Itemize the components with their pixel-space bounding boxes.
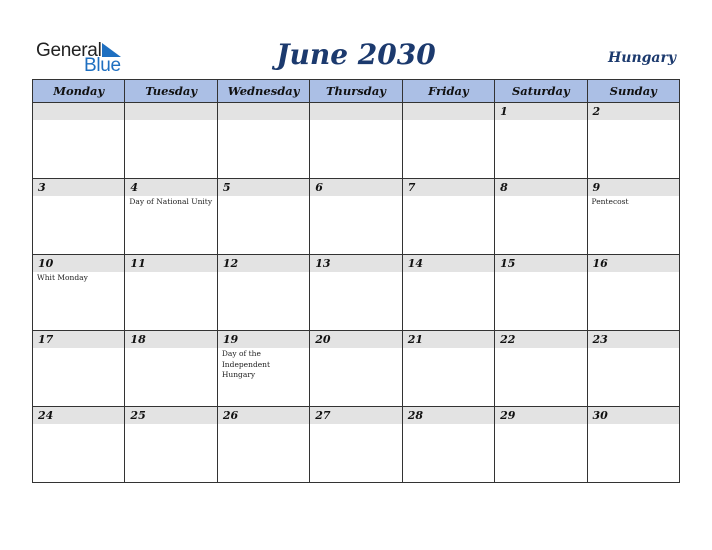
day-cell — [402, 407, 494, 483]
day-cell — [125, 407, 217, 483]
logo-general-text: General — [36, 40, 102, 61]
day-number: 1 — [495, 103, 586, 120]
day-cell — [495, 255, 587, 331]
day-cell — [125, 179, 217, 255]
day-cell — [33, 255, 125, 331]
day-number — [218, 103, 309, 120]
weekday-header-saturday: Saturday — [495, 80, 587, 103]
day-cell — [125, 331, 217, 407]
day-cell — [310, 255, 402, 331]
weekday-header-monday: Monday — [33, 80, 125, 103]
day-number: 4 — [125, 179, 216, 196]
country-label: Hungary — [608, 50, 676, 66]
page-title: June 2030 — [276, 38, 436, 71]
holiday-label — [33, 120, 124, 121]
day-cell — [402, 331, 494, 407]
holiday-label — [495, 120, 586, 121]
logo-blue-text: Blue — [84, 55, 121, 76]
holiday-label — [495, 348, 586, 349]
holiday-label — [125, 424, 216, 425]
day-number: 15 — [495, 255, 586, 272]
holiday-label — [125, 272, 216, 273]
day-number: 11 — [125, 255, 216, 272]
calendar-grid — [32, 79, 680, 483]
weekday-header-thursday: Thursday — [310, 80, 402, 103]
day-cell — [33, 407, 125, 483]
holiday-label — [588, 120, 679, 121]
day-cell — [33, 103, 125, 179]
holiday-label — [310, 196, 401, 197]
day-number: 23 — [588, 331, 679, 348]
day-number: 21 — [403, 331, 494, 348]
holiday-label — [310, 272, 401, 273]
holiday-label — [588, 348, 679, 349]
day-cell — [217, 407, 309, 483]
day-cell — [495, 103, 587, 179]
day-number: 14 — [403, 255, 494, 272]
holiday-label — [310, 348, 401, 349]
holiday-label — [125, 120, 216, 121]
day-number — [125, 103, 216, 120]
logo — [36, 40, 136, 76]
day-number — [310, 103, 401, 120]
weekday-header-row — [33, 80, 680, 103]
holiday-label: Day of National Unity — [129, 197, 213, 206]
holiday-label — [218, 196, 309, 197]
day-number: 27 — [310, 407, 401, 424]
holiday-label — [403, 348, 494, 349]
day-number: 28 — [403, 407, 494, 424]
weekday-header-sunday: Sunday — [587, 80, 679, 103]
week-row — [33, 179, 680, 255]
holiday-label: Pentecost — [591, 197, 629, 206]
week-row — [33, 103, 680, 179]
week-row — [33, 331, 680, 407]
day-number: 6 — [310, 179, 401, 196]
holiday-label — [310, 424, 401, 425]
day-cell — [587, 103, 679, 179]
day-cell — [310, 179, 402, 255]
day-cell — [587, 179, 679, 255]
holiday-label: Day of the Independent Hungary — [221, 349, 271, 379]
day-number: 16 — [588, 255, 679, 272]
day-number: 30 — [588, 407, 679, 424]
day-cell — [402, 103, 494, 179]
day-number: 8 — [495, 179, 586, 196]
day-cell — [125, 255, 217, 331]
day-number: 7 — [403, 179, 494, 196]
day-cell — [310, 103, 402, 179]
weekday-header-tuesday: Tuesday — [125, 80, 217, 103]
day-cell — [495, 331, 587, 407]
day-number: 12 — [218, 255, 309, 272]
holiday-label — [403, 196, 494, 197]
day-number: 22 — [495, 331, 586, 348]
holiday-label — [403, 120, 494, 121]
day-cell — [495, 179, 587, 255]
day-cell — [33, 331, 125, 407]
holiday-label — [403, 272, 494, 273]
day-number: 9 — [588, 179, 679, 196]
holiday-label — [33, 348, 124, 349]
day-number: 5 — [218, 179, 309, 196]
day-number: 25 — [125, 407, 216, 424]
day-cell — [587, 331, 679, 407]
day-cell — [217, 179, 309, 255]
day-number: 10 — [33, 255, 124, 272]
holiday-label — [495, 272, 586, 273]
day-cell — [33, 179, 125, 255]
weekday-header-wednesday: Wednesday — [217, 80, 309, 103]
holiday-label — [33, 424, 124, 425]
day-cell — [587, 255, 679, 331]
day-number: 20 — [310, 331, 401, 348]
day-cell — [402, 179, 494, 255]
holiday-label — [218, 272, 309, 273]
day-cell — [495, 407, 587, 483]
day-number: 19 — [218, 331, 309, 348]
day-number — [403, 103, 494, 120]
holiday-label — [495, 424, 586, 425]
holiday-label — [403, 424, 494, 425]
holiday-label — [495, 196, 586, 197]
day-number — [33, 103, 124, 120]
day-cell — [217, 331, 309, 407]
day-number: 3 — [33, 179, 124, 196]
weekday-header-friday: Friday — [402, 80, 494, 103]
holiday-label — [33, 196, 124, 197]
holiday-label — [218, 120, 309, 121]
holiday-label — [588, 272, 679, 273]
day-number: 13 — [310, 255, 401, 272]
day-cell — [217, 103, 309, 179]
week-row — [33, 407, 680, 483]
day-cell — [217, 255, 309, 331]
day-number: 26 — [218, 407, 309, 424]
holiday-label — [125, 348, 216, 349]
day-number: 2 — [588, 103, 679, 120]
day-cell — [587, 407, 679, 483]
holiday-label — [310, 120, 401, 121]
holiday-label — [588, 424, 679, 425]
week-row — [33, 255, 680, 331]
day-number: 17 — [33, 331, 124, 348]
day-number: 24 — [33, 407, 124, 424]
day-cell — [310, 331, 402, 407]
day-cell — [402, 255, 494, 331]
holiday-label: Whit Monday — [37, 273, 88, 282]
day-cell — [125, 103, 217, 179]
day-number: 29 — [495, 407, 586, 424]
day-number: 18 — [125, 331, 216, 348]
day-cell — [310, 407, 402, 483]
holiday-label — [218, 424, 309, 425]
